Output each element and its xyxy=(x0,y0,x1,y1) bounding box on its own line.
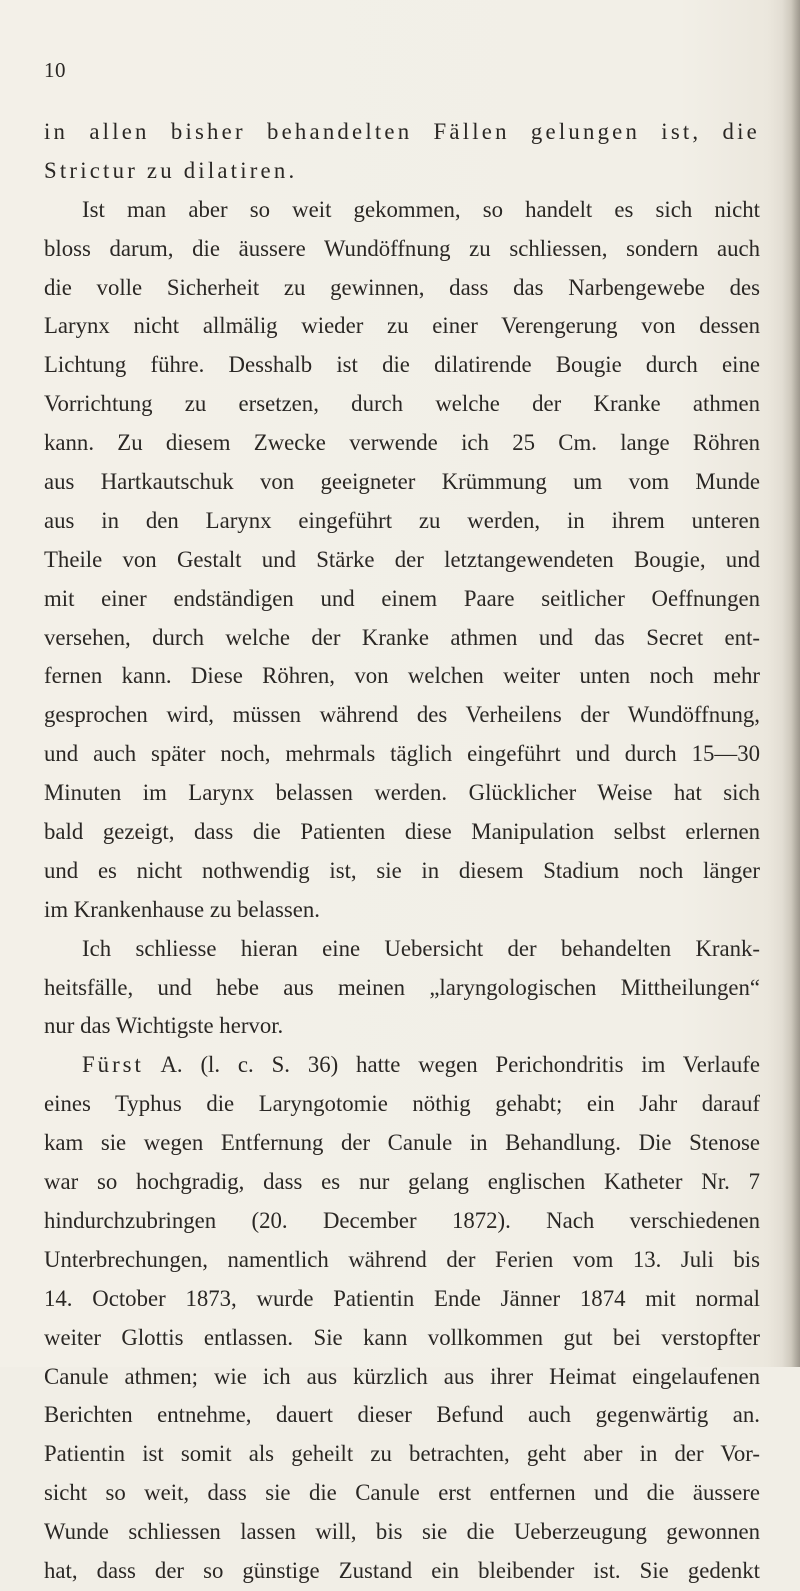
text-line: Vorrichtung zu ersetzen, durch welche der Kranke athmen xyxy=(44,391,760,417)
text-line: Strictur zu dilatiren. xyxy=(44,157,298,183)
text-line: hat, dass der so günstige Zustand ein bleibender ist. Sie gedenkt xyxy=(44,1557,760,1583)
text-line: mit einer endständigen und einem Paare seitlicher Oeffnungen xyxy=(44,585,760,611)
text-line: aus in den Larynx eingeführt zu werden, in ihrem unteren xyxy=(44,507,760,533)
text-line: bald gezeigt, dass die Patienten diese Manipulation selbst erlernen xyxy=(44,819,760,845)
text-line: sicht so weit, dass sie die Canule erst entfernen und die äussere xyxy=(44,1480,760,1506)
text-line: nur das Wichtigste hervor. xyxy=(44,1013,284,1039)
text-line: Minuten im Larynx belassen werden. Glücklicher Weise hat sich xyxy=(44,780,760,806)
text-line: Unterbrechungen, namentlich während der Ferien vom 13. Juli bis xyxy=(44,1246,760,1272)
text-line: hindurchzubringen (20. December 1872). Nach verschiedenen xyxy=(44,1207,760,1233)
text-line: kann. Zu diesem Zwecke verwende ich 25 Cm. lange Röhren xyxy=(44,430,760,456)
text-line: Theile von Gestalt und Stärke der letztangewendeten Bougie, und xyxy=(44,546,760,572)
paragraph-start-line: Ich schliesse hieran eine Uebersicht der behandelten Krank- xyxy=(82,935,760,961)
text-line: kam sie wegen Entfernung der Canule in Behandlung. Die Stenose xyxy=(44,1130,760,1156)
text-line: in allen bisher behandelten Fällen gelungen ist, die xyxy=(44,119,760,144)
text-line: aus Hartkautschuk von geeigneter Krümmung um vom Munde xyxy=(44,469,760,495)
body-text xyxy=(44,113,760,1591)
paragraph-start-line: Fürst A. (l. c. S. 36) hatte wegen Perichondritis im Verlaufe xyxy=(82,1052,760,1078)
text-line: Patientin ist somit als geheilt zu betrachten, geht aber in der Vor- xyxy=(44,1441,760,1467)
spaced-name: Fürst xyxy=(82,1052,144,1078)
text-line: Lichtung führe. Desshalb ist die dilatirende Bougie durch eine xyxy=(44,352,760,378)
text-line: weiter Glottis entlassen. Sie kann vollkommen gut bei verstopfter xyxy=(44,1324,760,1350)
text-line: die volle Sicherheit zu gewinnen, dass das Narbengewebe des xyxy=(44,274,760,300)
text-line: fernen kann. Diese Röhren, von welchen weiter unten noch mehr xyxy=(44,663,760,689)
text-line: 14. October 1873, wurde Patientin Ende Jänner 1874 mit normal xyxy=(44,1285,760,1311)
text-line: versehen, durch welche der Kranke athmen und das Secret ent- xyxy=(44,624,760,650)
text-line: war so hochgradig, dass es nur gelang englischen Katheter Nr. 7 xyxy=(44,1169,760,1195)
text-line: Larynx nicht allmälig wieder zu einer Verengerung von dessen xyxy=(44,313,760,339)
text-line: eines Typhus die Laryngotomie nöthig gehabt; ein Jahr darauf xyxy=(44,1091,760,1117)
text-line: und auch später noch, mehrmals täglich eingeführt und durch 15—30 xyxy=(44,741,760,767)
text-line: Wunde schliessen lassen will, bis sie die Ueberzeugung gewonnen xyxy=(44,1519,760,1545)
page-edge-shadow xyxy=(782,0,800,1367)
text-line: gesprochen wird, müssen während des Verheilens der Wundöffnung, xyxy=(44,702,760,728)
paragraph-start-line: Ist man aber so weit gekommen, so handelt es sich nicht xyxy=(82,196,760,222)
text-line: im Krankenhause zu belassen. xyxy=(44,896,321,922)
page-number: 10 xyxy=(44,58,66,82)
text-line: Canule athmen; wie ich aus kürzlich aus ihrer Heimat eingelaufenen xyxy=(44,1363,760,1389)
text-line: heitsfälle, und hebe aus meinen „laryngologischen Mittheilungen“ xyxy=(44,974,760,1000)
text-line: und es nicht nothwendig ist, sie in diesem Stadium noch länger xyxy=(44,857,760,883)
text-line: Berichten entnehme, dauert dieser Befund auch gegenwärtig an. xyxy=(44,1402,760,1428)
text-line: bloss darum, die äussere Wundöffnung zu schliessen, sondern auch xyxy=(44,235,760,261)
